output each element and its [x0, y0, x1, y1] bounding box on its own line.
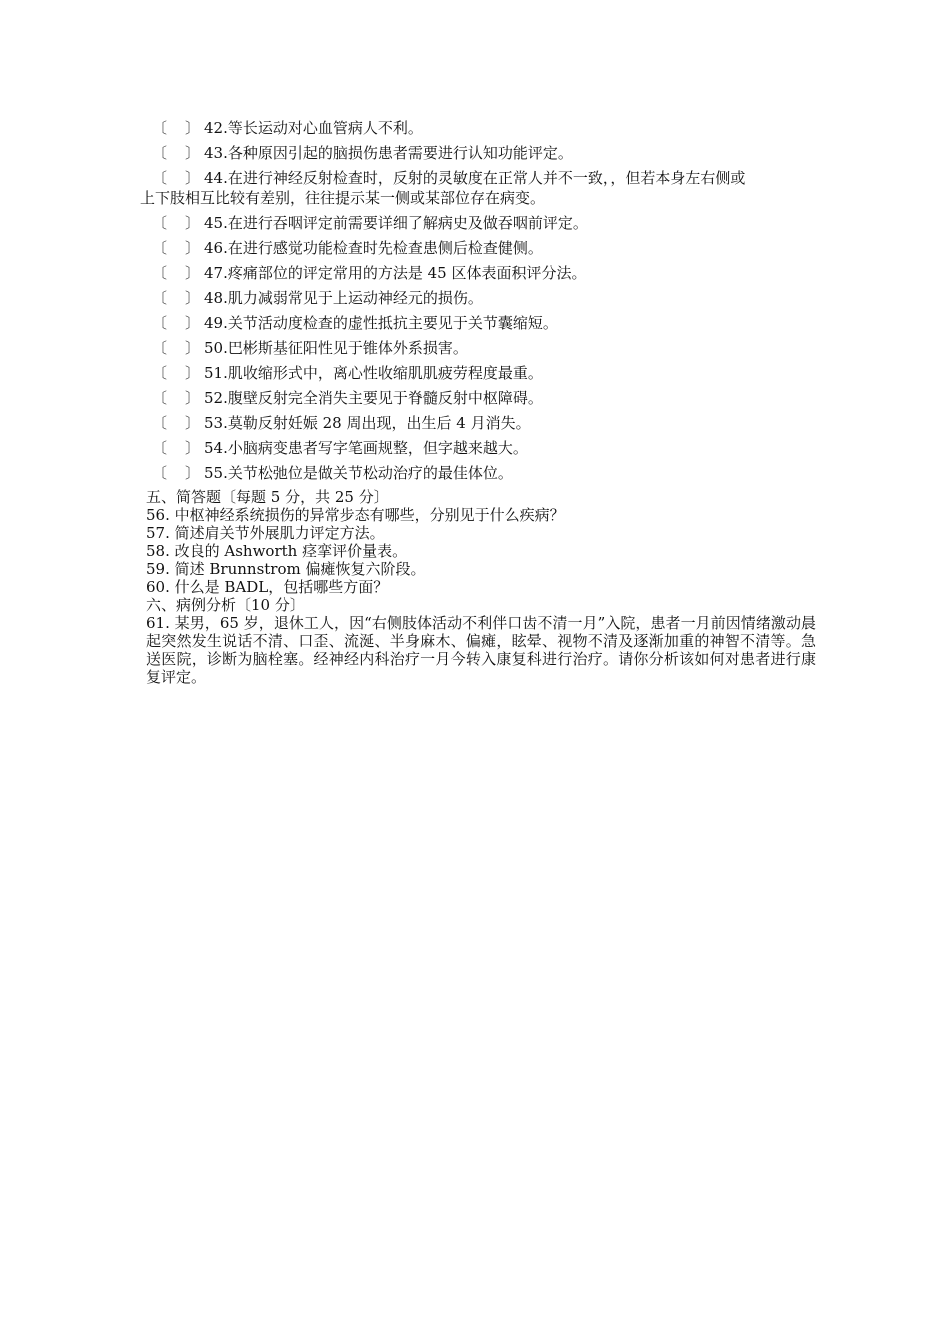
judgment-item-47: 〔 〕 47.疼痛部位的评定常用的方法是 45 区体表面积评分法。: [146, 263, 816, 288]
judgment-item-46: 〔 〕 46.在进行感觉功能检查时先检查患侧后检查健侧。: [146, 238, 816, 263]
judgment-item-44: 〔 〕 44.在进行神经反射检查时，反射的灵敏度在正常人并不一致，，但若本身左右侧或 上下肢相互比较有差别，往往提示某一侧或某部位存在病变。: [146, 168, 816, 208]
question-60: 60. 什么是 BADL，包括哪些方面？: [146, 578, 389, 596]
judgment-list: [140, 118, 816, 488]
judgment-item-49: 〔 〕 49.关节活动度检查的虚性抵抗主要见于关节囊缩短。: [146, 313, 816, 338]
answer-blank: 〔 〕: [152, 289, 200, 307]
judgment-item-54: 〔 〕 54.小脑病变患者写字笔画规整，但字越来越大。: [146, 438, 816, 463]
answer-blank: 〔 〕: [152, 144, 200, 162]
judgment-item-51: 〔 〕 51.肌收缩形式中，离心性收缩肌肌疲劳程度最重。: [146, 363, 816, 388]
section-title: 六、病例分析〔10 分〕: [146, 596, 305, 614]
document-content: [140, 118, 816, 686]
judgment-item-48: 〔 〕 48.肌力减弱常见于上运动神经元的损伤。: [146, 288, 816, 313]
answer-blank: 〔 〕: [152, 439, 200, 457]
judgment-item-43: 〔 〕 43.各种原因引起的脑损伤患者需要进行认知功能评定。: [146, 143, 816, 168]
case-analysis-section: [146, 596, 816, 686]
judgment-item-52: 〔 〕 52.腹壁反射完全消失主要见于脊髓反射中枢障碍。: [146, 388, 816, 413]
answer-blank: 〔 〕: [152, 214, 200, 232]
question-56: 56. 中枢神经系统损伤的异常步态有哪些，分别见于什么疾病？: [146, 506, 565, 524]
judgment-item-45: 〔 〕 45.在进行吞咽评定前需要详细了解病史及做吞咽前评定。: [146, 213, 816, 238]
judgment-item-50: 〔 〕 50.巴彬斯基征阳性见于锥体外系损害。: [146, 338, 816, 363]
answer-blank: 〔 〕: [152, 414, 200, 432]
question-57: 57. 简述肩关节外展肌力评定方法。: [146, 524, 385, 542]
judgment-item-55: 〔 〕 55.关节松弛位是做关节松动治疗的最佳体位。: [146, 463, 816, 488]
case-question-61: 61. 某男，65 岁，退休工人，因“右侧肢体活动不利伴口齿不清一月”入院，患者一月前因情绪激动晨起突然发生说话不清、口歪、流涎、半身麻木、偏瘫，眩晕、视物不清及逐渐加重的神智不清等。急送医院，诊断为脑栓塞。经神经内科治疗一月今转入康复科进行治疗。请你分析该如何对患者进行康复评定。: [146, 614, 816, 686]
section-title: 五、简答题〔每题 5 分，共 25 分〕: [146, 488, 389, 506]
answer-blank: 〔 〕: [152, 389, 200, 407]
question-59: 59. 简述 Brunnstrom 偏瘫恢复六阶段。: [146, 560, 426, 578]
answer-blank: 〔 〕: [152, 314, 200, 332]
answer-blank: 〔 〕: [152, 464, 200, 482]
answer-blank: 〔 〕: [152, 119, 200, 137]
question-58: 58. 改良的 Ashworth 痉挛评价量表。: [146, 542, 408, 560]
answer-blank: 〔 〕: [152, 264, 200, 282]
judgment-item-53: 〔 〕 53.莫勒反射妊娠 28 周出现，出生后 4 月消失。: [146, 413, 816, 438]
answer-blank: 〔 〕: [152, 169, 200, 187]
judgment-item-44-continuation: 上下肢相互比较有差别，往往提示某一侧或某部位存在病变。: [140, 189, 546, 207]
answer-blank: 〔 〕: [152, 364, 200, 382]
answer-blank: 〔 〕: [152, 339, 200, 357]
judgment-item-42: 〔 〕 42.等长运动对心血管病人不利。: [146, 118, 816, 143]
answer-blank: 〔 〕: [152, 239, 200, 257]
short-answer-section: [146, 488, 816, 596]
